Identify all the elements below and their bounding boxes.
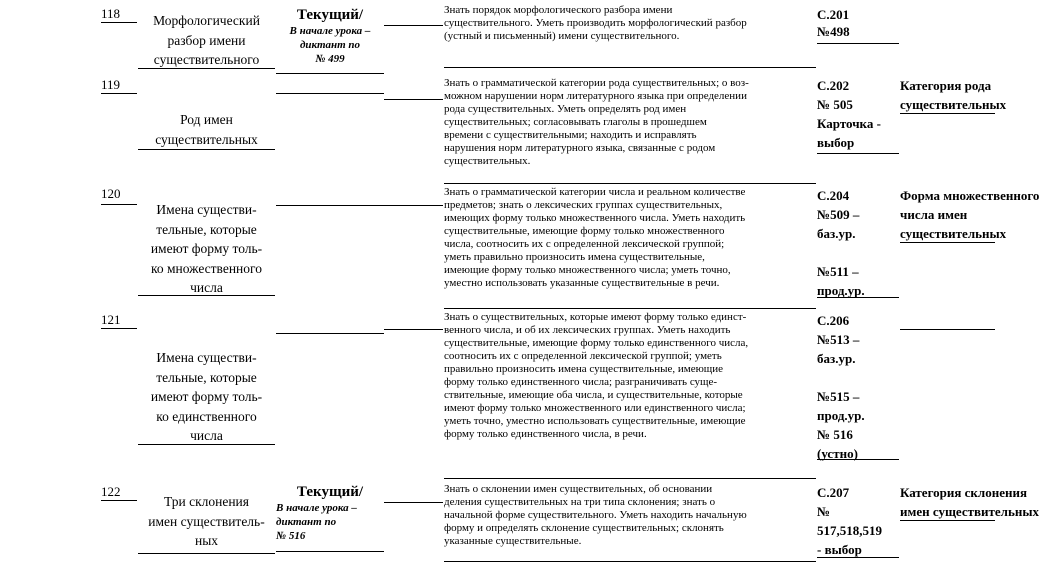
rule-line	[817, 297, 899, 298]
lesson-description: Знать о склонении имен существительных, об основании деления существительных на три типа склонения; знать о начальной форме существительного. Уметь находить начальную форму и определять склонение существительных; склонять указанные существительные.	[444, 483, 747, 547]
rule-line	[276, 73, 384, 74]
rule-line	[384, 25, 443, 26]
topic-notes: Форма множественного числа имен существительных	[900, 188, 1039, 241]
lesson-topic: Род имен существительных	[155, 112, 258, 147]
rule-line	[444, 561, 816, 562]
lesson-topic: Имена существи- тельные, которые имеют форму толь- ко множественного числа	[150, 202, 263, 295]
rule-line	[276, 551, 384, 552]
lesson-number: 120	[101, 186, 121, 201]
rule-line	[138, 295, 275, 296]
topic-notes: Категория рода существительных	[900, 78, 1007, 112]
rule-line	[138, 149, 275, 150]
rule-line	[101, 204, 137, 205]
lesson-number: 122	[101, 484, 121, 499]
rule-line	[276, 333, 384, 334]
lesson-number: 121	[101, 312, 121, 327]
rule-line	[444, 67, 816, 68]
rule-line	[444, 183, 816, 184]
rule-line	[817, 557, 899, 558]
rule-line	[276, 205, 384, 206]
topic-notes: Категория склонения имен существительных	[900, 485, 1039, 519]
rule-line	[817, 153, 899, 154]
rule-line	[900, 520, 995, 521]
rule-line	[138, 444, 275, 445]
lesson-topic: Морфологический разбор имени существительного	[153, 13, 260, 67]
rule-line	[101, 22, 137, 23]
lesson-description: Знать о грамматической категории числа и реальном количестве предметов; знать о лексических группах существительных, имеющих форму только множественного числа. Уметь находить существительные, имеющие форму только множественного числа, соотносить их с определенной лексической группой; уметь правильно произносить имена существительные, имеющие форму только множественного числа; уметь точно, уместно использовать указанные существительные в речи.	[444, 186, 746, 289]
rule-line	[817, 43, 899, 44]
rule-line	[101, 93, 137, 94]
lesson-description: Знать о грамматической категории рода существительных; о воз- можном нарушении норм литературного языка при определении рода существительных. Уметь определять род имен существительных; согласовывать глаголы в прошедшем времени с существительными; находить и исправлять нарушения норм литературного языка, связанные с родом существительных.	[444, 77, 749, 167]
lesson-description: Знать порядок морфологического разбора имени существительного. Уметь производить морфологический разбор (устный и письменный) имени существительного.	[444, 4, 747, 42]
rule-line	[138, 68, 275, 69]
lesson-type: Текущий/ В начале урока – диктант по № 516	[276, 484, 364, 542]
lesson-topic: Имена существи- тельные, которые имеют форму толь- ко единственного числа	[150, 350, 263, 443]
rule-line	[900, 113, 995, 114]
homework: С.201 №498	[817, 7, 850, 39]
rule-line	[384, 329, 443, 330]
rule-line	[900, 242, 995, 243]
rule-line	[101, 328, 137, 329]
lesson-type: Текущий/ В начале урока – диктант по № 499	[289, 7, 371, 65]
rule-line	[138, 553, 275, 554]
homework: С.204 №509 – баз.ур. №511 – прод.ур.	[817, 188, 865, 298]
homework: С.206 №513 – баз.ур. №515 – прод.ур. № 516 (устно)	[817, 313, 865, 461]
rule-line	[900, 329, 995, 330]
rule-line	[384, 502, 443, 503]
rule-line	[276, 93, 384, 94]
rule-line	[817, 459, 899, 460]
lesson-topic: Три склонения имен существитель- ных	[148, 494, 265, 548]
rule-line	[101, 500, 137, 501]
lesson-number: 118	[101, 6, 121, 21]
rule-line	[384, 205, 443, 206]
homework: С.207 № 517,518,519 - выбор	[817, 485, 882, 557]
rule-line	[444, 308, 816, 309]
lesson-number: 119	[101, 77, 121, 92]
lesson-description: Знать о существительных, которые имеют форму только единст- венного числа, и об их лексических группах. Уметь находить существительные, имеющие форму только единственного числа, соотносить их с определенной лексической группой; уметь правильно произносить имена существительные, имеющие форму только единственного числа; разграничивать суще- ствительные, имеющие оба числа, и существительные, которые имеют форму только множественного или единственного числа; уметь точно, уместно использовать существительные, имеющие форму только единственного числа, в речи.	[444, 311, 749, 440]
rule-line	[444, 478, 816, 479]
homework: С.202 № 505 Карточка - выбор	[817, 78, 881, 150]
rule-line	[384, 99, 443, 100]
